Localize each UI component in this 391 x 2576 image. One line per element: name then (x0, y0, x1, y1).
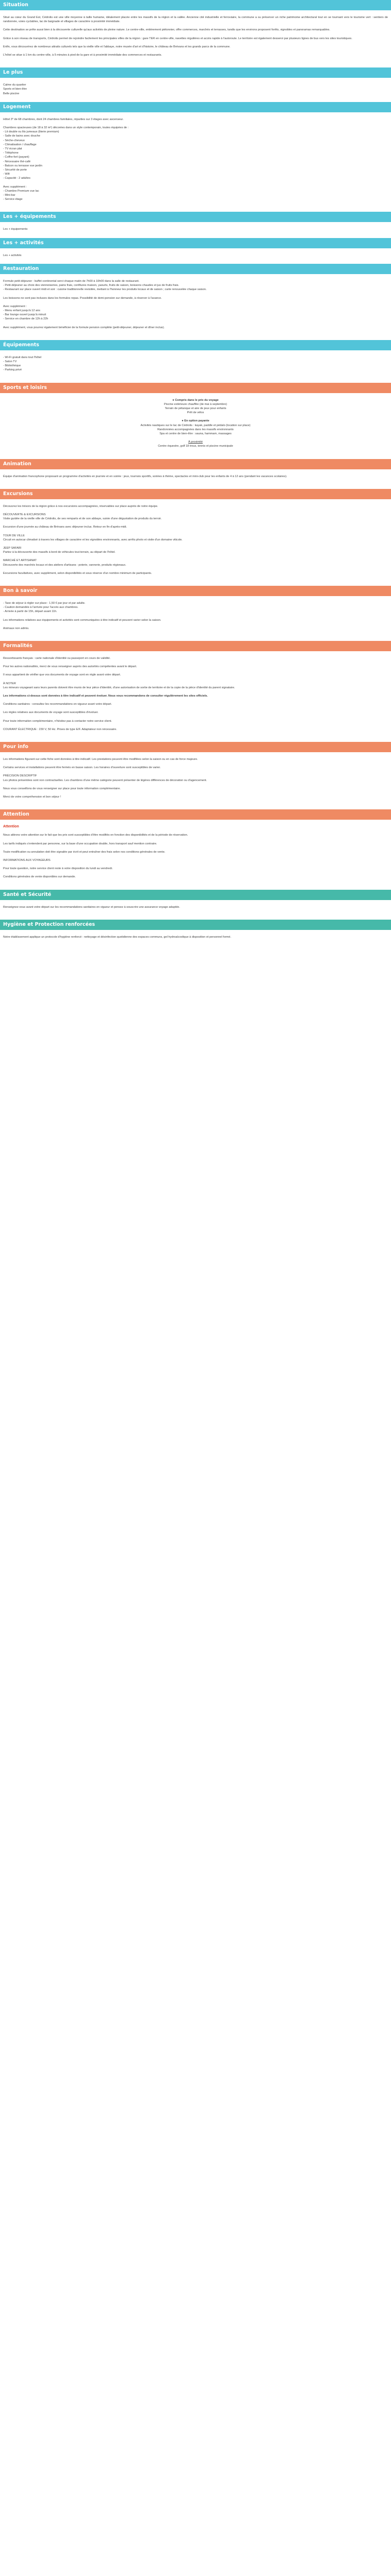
pour-info-paragraph: Les informations figurant sur cette fiche sont données à titre indicatif. Les prestations peuvent être modifiées selon la saison ou en cas de force majeure. (3, 758, 198, 761)
excursions-paragraph: Circuit en autocar climatisé à travers les villages de caractère et les vignobles environnants, avec arrêts photo et visite d'un domaine viticole. (3, 538, 183, 541)
equipements-plus-section (0, 222, 391, 238)
logement-section (0, 112, 391, 212)
sports-subheader-text: Compris dans le prix du voyage (175, 398, 219, 402)
section-header-animation: Animation (0, 459, 391, 469)
restauration-supp-title: Avec supplément : (3, 304, 27, 308)
list-item: - Menu enfant jusqu'à 12 ans (3, 309, 388, 313)
list-item: - TV écran plat (3, 147, 388, 151)
logement-supp-title: Avec supplément : (3, 185, 27, 189)
excursions-section (0, 499, 391, 586)
restauration-supp-list (3, 309, 388, 321)
sante-text: Renseignez-vous avant votre départ sur les recommandations sanitaires en vigueur et pensez à souscrire une assurance voyage adaptée. (3, 905, 180, 909)
formalites-paragraph: Les règles relatives aux documents de voyage sont susceptibles d'évoluer. (3, 711, 99, 715)
excursions-paragraph: Partez à la découverte des massifs à bord de véhicules tout-terrain, au départ de l'hôtel. (3, 551, 116, 554)
list-item: - Service en chambre de 12h à 22h (3, 317, 388, 321)
excursions-paragraph: Découvrez les trésors de la région grâce à nos excursions accompagnées, réservables sur place auprès de notre équipe. (3, 504, 158, 508)
situation-section (0, 10, 391, 67)
attention-section (0, 820, 391, 889)
section-header-hygiene: Hygiène et Protection renforcées (0, 920, 391, 930)
section-header-pour-info: Pour info (0, 742, 391, 752)
page (0, 0, 391, 950)
attention-title: Attention (3, 825, 19, 829)
sports-section (0, 393, 391, 459)
equipements-plus-item: Les + équipements (3, 228, 28, 231)
formalites-paragraph: Les informations ci-dessus sont données à titre indicatif et peuvent évoluer. Nous vous recommandons de consulter régulièrement les sites officiels. (3, 694, 208, 698)
list-item: - Service étage (3, 197, 388, 201)
excursions-subtitle: JEEP SAFARI (3, 546, 22, 550)
restauration-paragraph: Avec supplément, vous pourrez également bénéficier de la formule pension complète (petit-déjeuner, déjeuner et dîner inclus). (3, 326, 165, 329)
list-item: - Lit double ou lits jumeaux (literie premium) (3, 130, 388, 134)
situation-paragraph: Grâce à son réseau de transports, Cédrolis permet de rejoindre facilement les principales villes de la région : gare TER en centre-ville, navettes régulières et accès rapide à l'autoroute. Le territoire est également desservi par plusieurs lignes de bus vers les sites touristiques. (3, 37, 352, 40)
list-item: - Téléphone (3, 151, 388, 155)
pour-info-paragraph: Les photos présentées sont non contractuelles. Les chambres d'une même catégorie peuvent présenter de légères différences de décoration ou d'agencement. (3, 778, 207, 782)
logement-supp-list (3, 189, 388, 202)
animation-text: Équipe d'animation francophone proposant un programme d'activités en journée et en soirée : jeux, tournois sportifs, soirées à thème, spectacles et mini-club pour les enfants de 4 à 12 ans (pendant les vacances scolaires). (3, 474, 287, 478)
restauration-paragraph: Les boissons ne sont pas incluses dans les formules repas. Possibilité de demi-pension sur demande, à réserver à l'avance. (3, 296, 162, 300)
attention-paragraph: Nous attirons votre attention sur le fait que les prix sont susceptibles d'être modifiés en fonction des disponibilités et de la période de réservation. (3, 834, 188, 837)
list-item: - Petit-déjeuner au choix des viennoiseries, pains frais, confitures maison, yaourts, fruits de saison, boissons chaudes et jus de fruits frais. (3, 283, 388, 287)
list-item: - Caution demandée à l'arrivée pour l'accès aux chambres. (3, 605, 388, 609)
sports-item: Prêt de vélos (187, 411, 204, 415)
section-header-formalites: Formalités (0, 641, 391, 651)
excursions-paragraph: Excursions facultatives, avec supplément, selon disponibilités et sous réserve d'un nombre minimum de participants. (3, 571, 152, 575)
list-item: - Nécessaire thé-café (3, 160, 388, 164)
attention-subtitle: INFORMATIONS AUX VOYAGEURS (3, 859, 51, 862)
sports-subheader: À proximité (188, 440, 203, 444)
situation-closing: L'hôtel se situe à 1 km du centre-ville, à 5 minutes à pied de la gare et à proximité immédiate des commerces et restaurants. (3, 54, 162, 57)
formalites-section (0, 651, 391, 742)
formalites-paragraph: Il vous appartient de vérifier que vos documents de voyage sont en règle avant votre départ. (3, 673, 121, 677)
list-item: - Chambre Premium vue lac (3, 189, 388, 193)
list-item: - Restaurant sur place ouvert midi et soir : cuisine traditionnelle revisitée, mettant à l'honneur les produits locaux et de saison ; carte renouvelée chaque saison. (3, 287, 388, 292)
pour-info-paragraph: Merci de votre compréhension et bon séjour ! (3, 795, 61, 799)
bon-a-savoir-section (0, 596, 391, 641)
bon-a-savoir-paragraph: Les informations relatives aux équipements et activités sont communiquées à titre indicatif et peuvent varier selon la saison. (3, 618, 161, 622)
sports-item: Piscine extérieure chauffée (de mai à septembre) (164, 402, 227, 406)
le-plus-item: Calme du quartier (3, 83, 26, 87)
restauration-section (0, 274, 391, 340)
section-header-equipements-plus: Les + équipements (0, 212, 391, 222)
list-item: - Salle de bains avec douche (3, 134, 388, 138)
section-header-logement: Logement (0, 102, 391, 112)
sports-subheader-text: En option payante (184, 419, 209, 423)
sports-item: Randonnées accompagnées dans les massifs environnants (157, 428, 234, 431)
section-header-sports: Sports et loisirs (0, 383, 391, 393)
pour-info-section (0, 752, 391, 809)
logement-intro: Hôtel 3* de 68 chambres, dont 24 chambres familiales, réparties sur 3 étages avec ascenseur. (3, 117, 124, 121)
attention-paragraph: Les tarifs indiqués s'entendent par personne, sur la base d'une occupation double, hors transport sauf mention contraire. (3, 842, 157, 845)
section-header-le-plus: Le plus (0, 67, 391, 78)
hygiene-section (0, 930, 391, 950)
list-item: - Balcon ou terrasse vue jardin (3, 164, 388, 168)
pour-info-subtitle: PRÉCISION DESCRIPTIF (3, 774, 37, 778)
attention-paragraph: Toute modification ou annulation doit être signalée par écrit et peut entraîner des frais selon nos conditions générales de vente. (3, 850, 166, 854)
logement-desc: Chambres spacieuses (de 18 à 32 m²) décorées dans un style contemporain, toutes équipées de : (3, 126, 129, 130)
attention-paragraph: Pour toute question, notre service client reste à votre disposition du lundi au vendredi. (3, 867, 113, 871)
excursions-subtitle: MARCHÉ ET ARTISANAT (3, 559, 37, 563)
list-item: - Wi-Fi gratuit dans tout l'hôtel (3, 355, 388, 360)
excursions-paragraph: Excursion d'une journée au château de Brévans avec déjeuner inclus. Retour en fin d'après-midi. (3, 526, 127, 529)
formalites-subtitle: À NOTER (3, 682, 16, 685)
bon-a-savoir-paragraph: Animaux non admis. (3, 626, 29, 630)
list-item: - Sécurité de porte (3, 168, 388, 172)
pour-info-paragraph: Nous vous conseillons de vous renseigner sur place pour toute information complémentaire. (3, 787, 121, 790)
equipements-list (3, 355, 388, 372)
le-plus-item: Belle piscine (3, 92, 20, 95)
formalites-paragraph: Pour toute information complémentaire, n'hésitez pas à contacter notre service client. (3, 719, 112, 723)
formalites-paragraph: COURANT ÉLECTRIQUE : 230 V, 50 Hz. Prises de type E/F. Adaptateur non nécessaire. (3, 727, 117, 731)
section-header-sante: Santé et Sécurité (0, 890, 391, 900)
excursions-paragraph: Découverte des marchés locaux et des ateliers d'artisans : poterie, vannerie, produits régionaux. (3, 563, 126, 567)
excursions-paragraph: Visite guidée de la vieille ville de Cédrolis, de ses remparts et de son abbaye, suivie d'une dégustation de produits du terroir. (3, 517, 162, 521)
section-header-excursions: Excursions (0, 489, 391, 499)
bon-a-savoir-list (3, 601, 388, 614)
section-header-equipements: Équipements (0, 340, 391, 350)
sports-item: Centre équestre, golf 18 trous, tennis et piscine municipale (158, 445, 233, 448)
excursions-subtitle: TOUR DE VILLE (3, 534, 25, 537)
list-item: - Salon TV (3, 360, 388, 364)
list-item: - Coffre-fort (payant) (3, 155, 388, 159)
formalites-paragraph: Ressortissants français : carte nationale d'identité ou passeport en cours de validité. (3, 657, 111, 660)
activites-plus-section (0, 248, 391, 264)
situation-paragraph: Cette destination se prête aussi bien à la découverte culturelle qu'aux activités de pleine nature. Le centre-ville, entièrement piétonnier, offre commerces, marchés et terrasses, tandis que les environs proposent forêts, vignobles et panoramas remarquables. (3, 28, 331, 32)
sports-item: Activités nautiques sur le lac de Cédrolis : kayak, paddle et pédalo (location sur place) (140, 423, 251, 427)
le-plus-item: Sports et bien-être (3, 88, 27, 91)
le-plus-section (0, 78, 391, 102)
list-item: - Capacité : 2 adultes (3, 176, 388, 180)
animation-section (0, 469, 391, 489)
excursions-subtitle: DÉCOUVERTE & EXCURSIONS (3, 513, 46, 516)
list-item: - Mini-bar (3, 193, 388, 197)
sports-item: Spa et centre de bien-être : sauna, hammam, massages (159, 432, 232, 435)
list-item: - Bibliothèque (3, 364, 388, 368)
formalites-paragraph: Conditions sanitaires : consultez les recommandations en vigueur avant votre départ. (3, 703, 112, 706)
restauration-paragraph: Formule petit-déjeuner : buffet continental servi chaque matin de 7h00 à 10h00 dans la salle de restaurant. (3, 279, 140, 283)
hygiene-text: Notre établissement applique un protocole d'hygiène renforcé : nettoyage et désinfection quotidienne des espaces communs, gel hydroalcoolique à disposition et personnel formé. (3, 935, 232, 939)
activites-plus-item: Les + activités (3, 253, 22, 257)
list-item: - Climatisation / chauffage (3, 143, 388, 147)
section-header-bon-a-savoir: Bon à savoir (0, 586, 391, 596)
sports-item: Terrain de pétanque et aire de jeux pour enfants (165, 406, 226, 410)
attention-paragraph: Conditions générales de vente disponibles sur demande. (3, 875, 76, 879)
logement-list (3, 130, 388, 180)
section-header-restauration: Restauration (0, 264, 391, 274)
list-item: - Parking privé (3, 368, 388, 372)
formalites-paragraph: Pour les autres nationalités, merci de vous renseigner auprès des autorités compétentes avant le départ. (3, 665, 137, 669)
section-header-activites-plus: Les + activités (0, 238, 391, 248)
list-item: - Arrivée à partir de 15h, départ avant 11h. (3, 609, 388, 614)
list-item: - Sèche-cheveux (3, 139, 388, 143)
situation-paragraph: Situé au cœur du Grand Est, Cédrolis est une ville moyenne à taille humaine, idéalement placée entre les massifs de la région et la vallée. Ancienne cité industrielle et ferroviaire, la commune a su préserver un riche patrimoine architectural tout en se tournant vers le tourisme vert : sentiers de randonnée, voies cyclables, lac de baignade et villages de caractère à proximité immédiate. (3, 16, 388, 24)
sports-subheader: ● En option payante (182, 419, 209, 423)
pour-info-paragraph: Certains services et installations peuvent être fermés en basse saison. Les horaires d'ouverture sont susceptibles de varier. (3, 766, 161, 770)
section-header-attention: Attention (0, 809, 391, 820)
list-item: - Wifi (3, 172, 388, 176)
section-header-situation: Situation (0, 0, 391, 10)
situation-paragraph: Enfin, vous découvrirez de nombreux attraits culturels tels que la vieille ville et l'abbaye, notre musée d'art et d'histoire, le château de Brévans et les grands parcs de la commune. (3, 45, 231, 48)
sante-section (0, 900, 391, 920)
list-item: - Taxe de séjour à régler sur place : 1,50 € par jour et par adulte. (3, 601, 388, 605)
equipements-section (0, 350, 391, 383)
list-item: - Bar lounge ouvert jusqu'à minuit (3, 313, 388, 317)
sports-subheader: ● Compris dans le prix du voyage (172, 398, 219, 402)
formalites-paragraph: Les mineurs voyageant sans leurs parents doivent être munis de leur pièce d'identité, d'une autorisation de sortie de territoire et de la copie de la pièce d'identité du parent signataire. (3, 686, 235, 689)
restauration-list (3, 283, 388, 292)
